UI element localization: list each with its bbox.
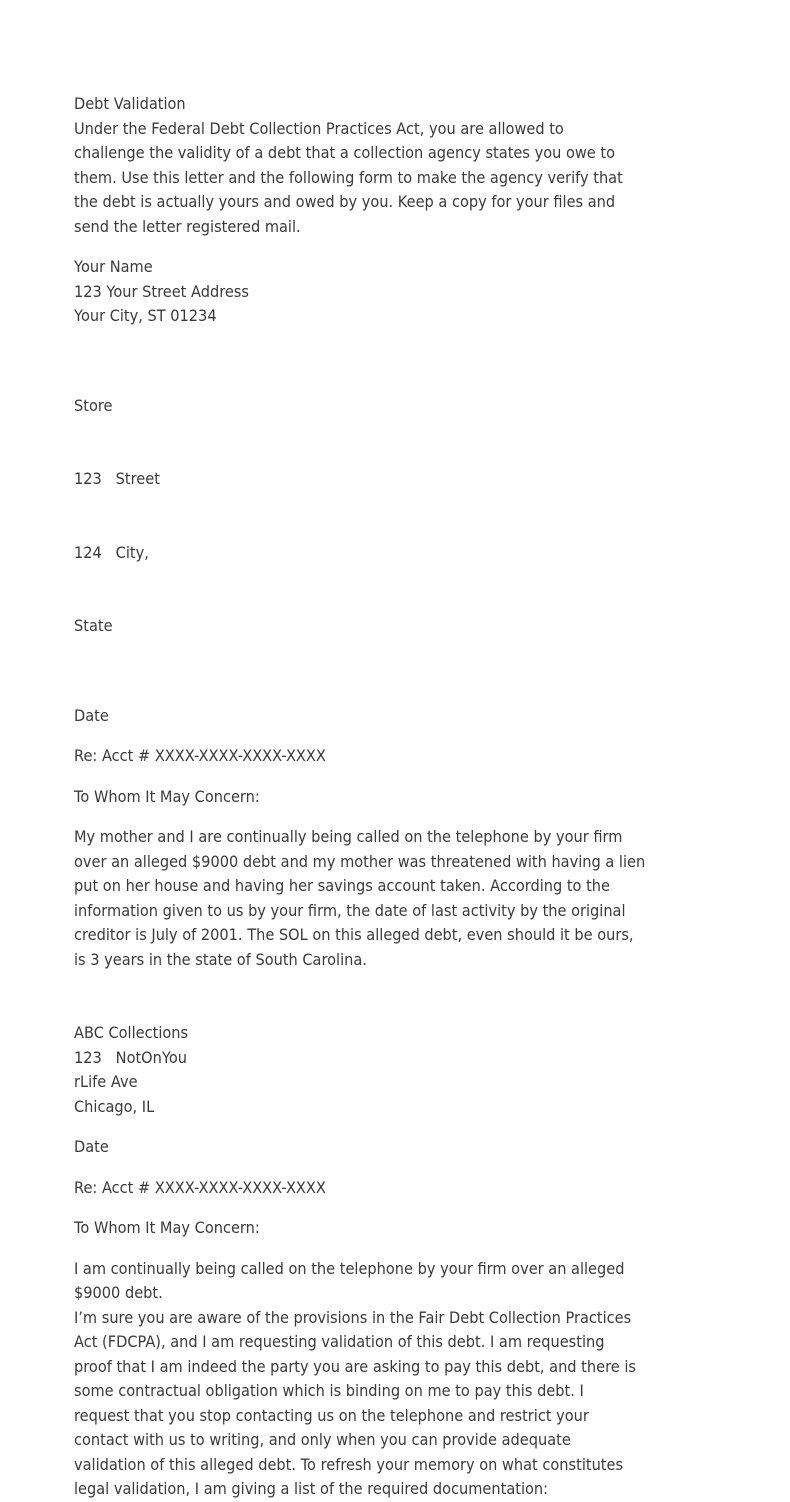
letter-date: Date xyxy=(74,705,109,725)
body-line: information given to us by your firm, the date of last activity by the original xyxy=(74,900,626,920)
salutation: To Whom It May Concern: xyxy=(74,1218,260,1237)
recipient-line: 123 Street xyxy=(74,469,160,488)
body-line: I am continually being called on the telephone by your firm over an alleged xyxy=(74,1258,625,1278)
letter-body-2 xyxy=(74,1257,666,1502)
body-line: over an alleged $9000 debt and my mother was threatened with having a lien xyxy=(74,851,646,871)
body-line: request that you stop contacting us on the telephone and restrict your xyxy=(74,1405,589,1425)
recipient-address-2 xyxy=(74,1021,666,1119)
body-line: put on her house and having her savings account taken. According to the xyxy=(74,876,610,895)
account-reference: Re: Acct # XXXX-XXXX-XXXX-XXXX xyxy=(74,1177,326,1197)
intro-line: challenge the validity of a debt that a collection agency states you owe to xyxy=(74,143,615,162)
recipient-line: 124 City, xyxy=(74,542,149,562)
letter-body-1 xyxy=(74,825,666,972)
body-line: My mother and I are continually being called on the telephone by your firm xyxy=(74,827,623,846)
recipient-line: 123 NotOnYou xyxy=(74,1047,187,1067)
document xyxy=(74,92,666,1502)
body-line: I’m sure you are aware of the provisions in the Fair Debt Collection Practices xyxy=(74,1307,632,1327)
recipient-name: Store xyxy=(74,395,113,415)
body-line: some contractual obligation which is binding on me to pay this debt. I xyxy=(74,1381,584,1400)
body-line: validation of this alleged debt. To refresh your memory on what constitutes xyxy=(74,1454,624,1474)
intro-paragraph xyxy=(74,117,666,240)
intro-line: the debt is actually yours and owed by you. Keep a copy for your files and xyxy=(74,192,616,211)
sender-name: Your Name xyxy=(74,257,153,276)
intro-line: send the letter registered mail. xyxy=(74,216,301,236)
sender-street: 123 Your Street Address xyxy=(74,281,249,301)
recipient-address-1 xyxy=(74,345,666,688)
letter-date: Date xyxy=(74,1137,109,1156)
body-line: creditor is July of 2001. The SOL on this alleged debt, even should it be ours, xyxy=(74,925,634,944)
body-line: $9000 debt. xyxy=(74,1283,163,1302)
recipient-name: ABC Collections xyxy=(74,1023,189,1042)
body-line: Act (FDCPA), and I am requesting validation of this debt. I am requesting xyxy=(74,1332,605,1351)
intro-line: Under the Federal Debt Collection Practices Act, you are allowed to xyxy=(74,118,564,138)
body-line: legal validation, I am giving a list of the required documentation: xyxy=(74,1479,549,1498)
intro-line: them. Use this letter and the following form to make the agency verify that xyxy=(74,167,623,187)
body-line: proof that I am indeed the party you are asking to pay this debt, and there is xyxy=(74,1356,636,1376)
body-line: contact with us to writing, and only when you can provide adequate xyxy=(74,1430,571,1449)
recipient-line: rLife Ave xyxy=(74,1072,138,1091)
account-reference: Re: Acct # XXXX-XXXX-XXXX-XXXX xyxy=(74,746,326,765)
recipient-line: Chicago, IL xyxy=(74,1096,155,1116)
salutation: To Whom It May Concern: xyxy=(74,786,260,806)
body-line: is 3 years in the state of South Carolina. xyxy=(74,949,367,969)
sender-city: Your City, ST 01234 xyxy=(74,306,217,325)
document-title: Debt Validation xyxy=(74,94,186,113)
sender-address xyxy=(74,255,666,329)
recipient-line: State xyxy=(74,616,113,635)
